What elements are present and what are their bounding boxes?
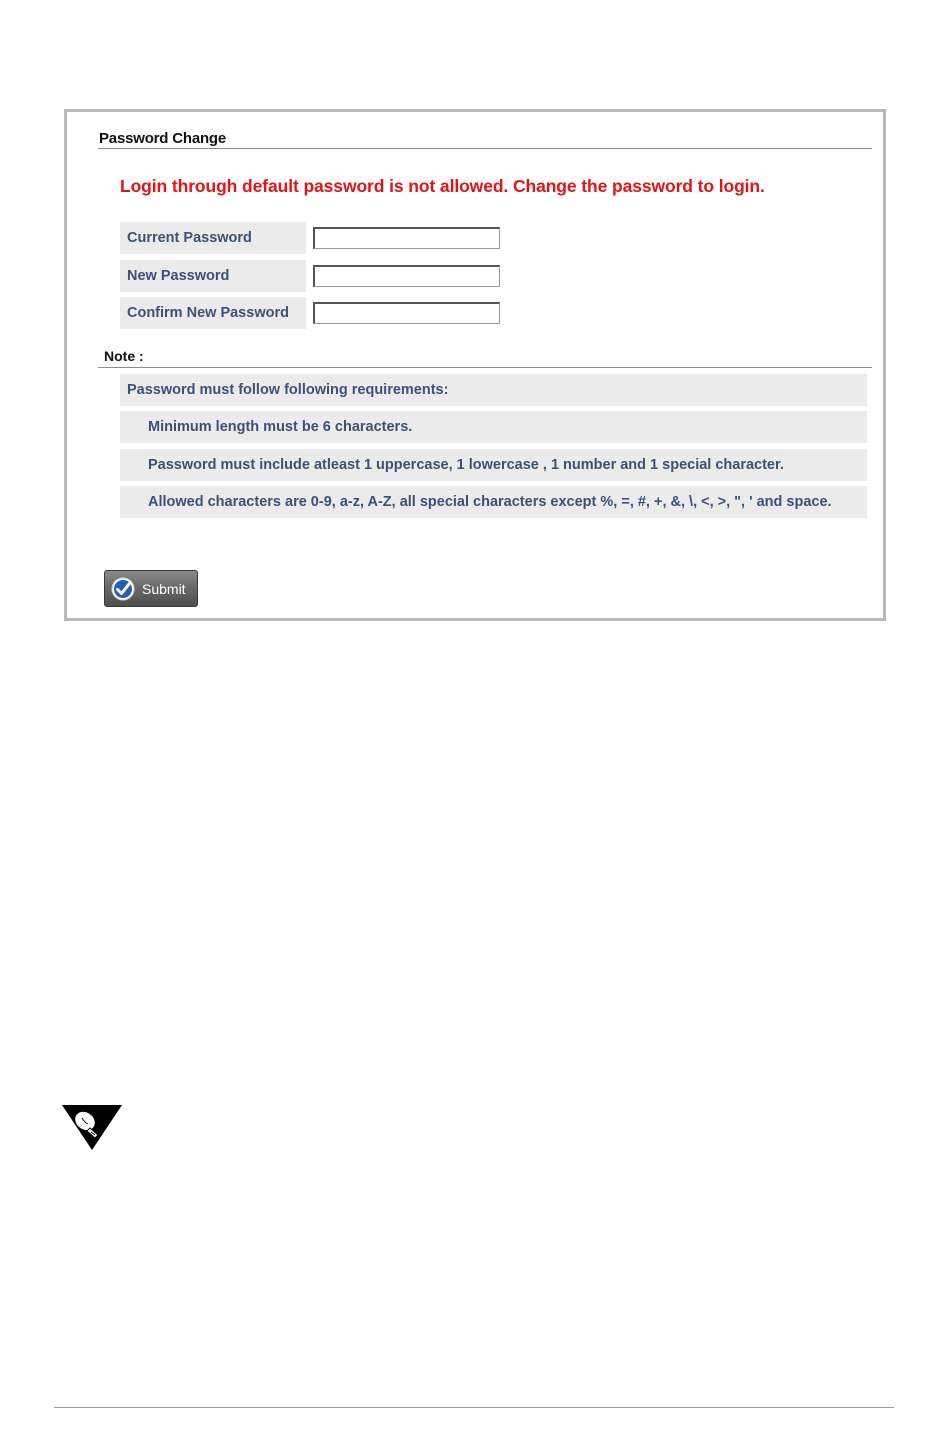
footer-divider: [54, 1407, 894, 1408]
new-password-label: New Password: [120, 260, 306, 292]
section-divider: [98, 148, 872, 149]
current-password-label: Current Password: [120, 222, 306, 254]
lightbulb-tip-icon: [60, 1104, 124, 1152]
requirements-heading: Password must follow following requirements:: [120, 374, 867, 406]
note-divider: [98, 367, 872, 368]
confirm-password-input[interactable]: [313, 302, 500, 324]
default-password-alert: Login through default password is not allowed. Change the password to login.: [120, 176, 765, 196]
current-password-input[interactable]: [313, 227, 500, 249]
submit-button[interactable]: [104, 570, 198, 607]
confirm-password-label: Confirm New Password: [120, 297, 306, 329]
new-password-input[interactable]: [313, 265, 500, 287]
password-change-panel: [64, 109, 886, 621]
submit-label: Submit: [142, 581, 186, 597]
checkmark-icon: [111, 577, 135, 601]
requirement-item: Password must include atleast 1 uppercase, 1 lowercase , 1 number and 1 special character.: [120, 449, 867, 481]
section-title: Password Change: [99, 130, 227, 147]
requirement-item: Allowed characters are 0-9, a-z, A-Z, all special characters except %, =, #, +, &, \, <, >, ", ' and space.: [120, 486, 867, 518]
requirement-item: Minimum length must be 6 characters.: [120, 411, 867, 443]
note-title: Note :: [104, 348, 144, 364]
